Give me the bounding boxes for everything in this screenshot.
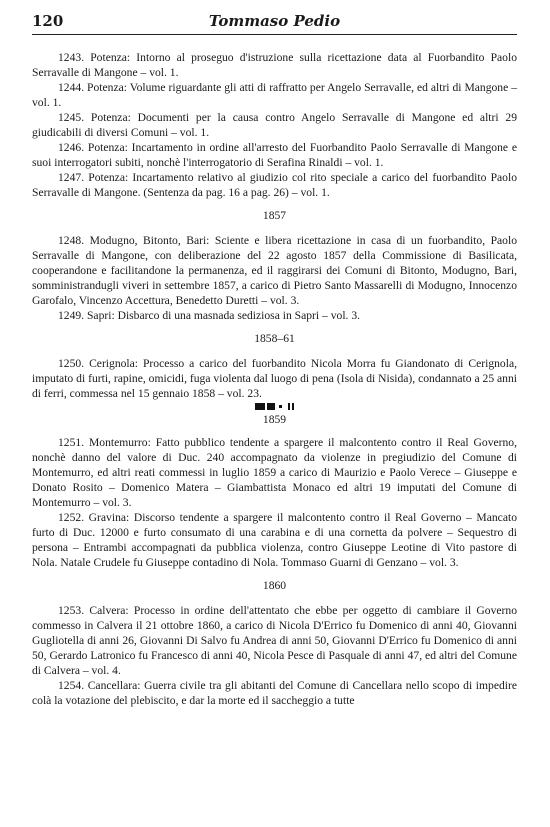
entry-1251: 1251. Montemurro: Fatto pubblico tendente a spargere il malcontento contro il Real Governo, nonchè danno del valore di Duc. 240 accompagnato da violenze in pregiudizio del Comune di Montemurro, ed altri reati commessi in luglio 1859 a carico di Maurizio e Paolo Verece – Giuseppe e Donato Rosito – Domenico Matera – Giambattista Monaco ed altri 19 imputati del Comune di Montemurro – vol. 3.: [32, 436, 517, 509]
year-heading-1858-61: 1858–61: [254, 332, 295, 345]
entry-1244: 1244. Potenza: Volume riguardante gli atti di raffratto per Angelo Serravalle, ed altri di Mangone – vol. 1.: [32, 81, 517, 109]
entry-1253: 1253. Calvera: Processo in ordine dell'attentato che ebbe per oggetto di cambiare il Governo commesso in Calvera il 21 ottobre 1860, a carico di Nicola D'Errico fu Domenico di anni 40, Giovanni Gugliotella di anni 26, Giovanni Di Salvo fu Andrea di anni 50, Giovanni D'Errico fu Domenico di anni 50, Gerardo Latronico fu Francesco di anni 40, Nicola Pesce di Pasquale di anni 47, ed altri del Comune di Calvera – vol. 4.: [32, 604, 517, 677]
entry-1245: 1245. Potenza: Documenti per la causa contro Angelo Serravalle di Mangone ed altri 29 giudicabili di diversi Comuni – vol. 1.: [32, 111, 517, 139]
page-number: 120: [32, 12, 64, 30]
entry-1246: 1246. Potenza: Incartamento in ordine all'arresto del Fuorbandito Paolo Serravalle di Mangone e suoi interrogatori subiti, nonchè l'interrogatorio di Serafina Rinaldi – vol. 1.: [32, 141, 517, 169]
entry-1254: 1254. Cancellara: Guerra civile tra gli abitanti del Comune di Cancellara nello scopo di impedire colà la votazione del plebiscito, e dar la morte ed il saccheggio a tutte: [32, 679, 517, 707]
page-body: [32, 50, 517, 708]
year-heading-1860: 1860: [262, 579, 287, 592]
entry-1248: 1248. Modugno, Bitonto, Bari: Sciente e libera ricettazione in casa di un fuorbandito, Paolo Serravalle di Mangone, con deliberazione del 22 agosto 1857 della Commissione di Basilicata, cooperandone e facilitandone la permanenza, ed il raggirarsi dei Comuni di Bitonto, Modugno, Bari, somministrandugli viveri in settembre 1857, a carico di Pietro Santo Massarelli di Modugno, Innocenzo Garofalo, Vincenzo Accettura, Benedetto Duretti – vol. 3.: [32, 234, 517, 307]
entry-1243: 1243. Potenza: Intorno al proseguo d'istruzione sulla ricettazione data al Fuorbandito Paolo Serravalle di Mangone – vol. 1.: [32, 51, 517, 79]
ink-mark: [32, 402, 517, 410]
entry-1249: 1249. Sapri: Disbarco di una masnada sediziosa in Sapri – vol. 3.: [58, 309, 361, 322]
running-title: Tommaso Pedio: [208, 12, 341, 30]
entry-1252: 1252. Gravina: Discorso tendente a spargere il malcontento contro il Real Governo – Mancato furto di Duc. 12000 e furto consumato di una carabina e di una cornetta da polvere – Sequestro di persona – Entrambi accompagnati da pubblica violenza, contro Giuseppe Leotine di Vito pastore di Nola. Natale Crudele fu Giuseppe contadino di Nola. Tommaso Guarni di Genzano – vol. 3.: [32, 511, 517, 569]
year-heading-1857: 1857: [262, 209, 287, 222]
entry-1247: 1247. Potenza: Incartamento relativo al giudizio col rito speciale a carico del fuorbandito Paolo Serravalle di Mangone. (Sentenza da pag. 16 a pag. 26) – vol. 1.: [32, 171, 517, 199]
page-header: [32, 10, 517, 35]
entry-1250: 1250. Cerignola: Processo a carico del fuorbandito Nicola Morra fu Giandonato di Cerignola, imputato di furti, rapine, omicidi, fuga violenta dal luogo di pena (Isola di Nisida), condannato a 25 anni di ferri, commessa nel 15 gennaio 1858 – vol. 23.: [32, 357, 517, 400]
year-heading-1859: 1859: [262, 413, 287, 426]
